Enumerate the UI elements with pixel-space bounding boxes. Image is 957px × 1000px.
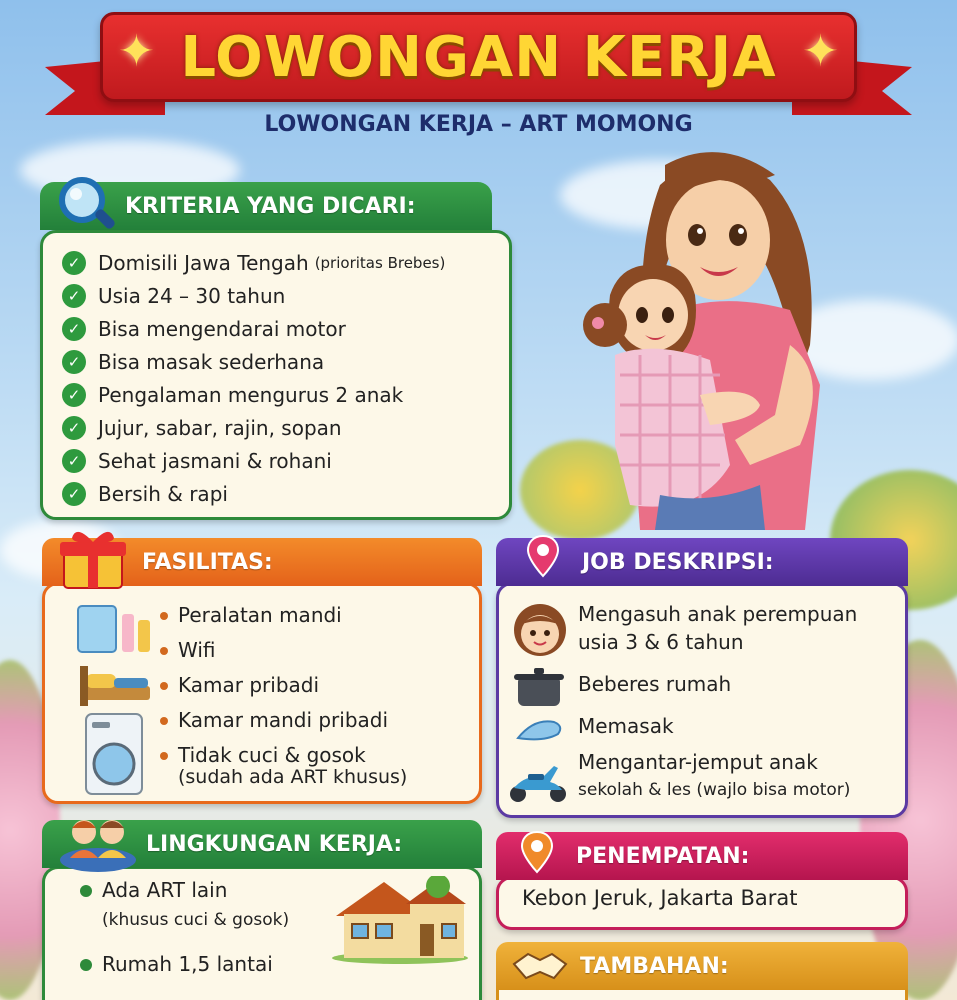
penempatan-title: PENEMPATAN: xyxy=(576,843,750,869)
list-item: ✓ Bersih & rapi xyxy=(62,477,445,510)
list-item: ✓ Bisa masak sederhana xyxy=(62,345,445,378)
location-pin-icon xyxy=(520,830,554,874)
location-pin-icon xyxy=(526,534,560,578)
list-item: ✓ Domisili Jawa Tengah (prioritas Brebes) xyxy=(62,246,445,279)
spatula-icon xyxy=(514,712,570,746)
washing-machine-icon xyxy=(84,712,144,796)
list-item: Kamar mandi pribadi xyxy=(160,703,388,738)
checkmark-icon: ✓ xyxy=(62,284,86,308)
kriteria-title: KRITERIA YANG DICARI: xyxy=(125,193,416,219)
job-item: Mengantar-jemput anak sekolah & les (wajlo bisa motor) xyxy=(578,750,851,800)
mother-child-illustration xyxy=(560,145,860,535)
sparkle-icon: ✦ xyxy=(118,26,155,77)
job-title: JOB DESKRIPSI: xyxy=(582,549,774,575)
sparkle-icon: ✦ xyxy=(802,26,839,77)
page-title: LOWONGAN KERJA xyxy=(180,24,777,90)
tambahan-body xyxy=(496,990,908,1000)
list-item: Wifi xyxy=(160,633,388,668)
list-item: ✓ Usia 24 – 30 tahun xyxy=(62,279,445,312)
fasilitas-title: FASILITAS: xyxy=(142,549,273,575)
penempatan-header xyxy=(496,832,908,880)
fasilitas-list xyxy=(160,598,388,773)
people-icon xyxy=(58,812,138,872)
checkmark-icon: ✓ xyxy=(62,317,86,341)
bed-icon xyxy=(78,664,152,708)
list-item: Peralatan mandi xyxy=(160,598,388,633)
toiletries-icon xyxy=(74,600,154,658)
checkmark-icon: ✓ xyxy=(62,350,86,374)
house-icon xyxy=(330,876,470,964)
job-item: Mengasuh anak perempuan usia 3 & 6 tahun xyxy=(578,602,858,654)
checkmark-icon: ✓ xyxy=(62,416,86,440)
checkmark-icon: ✓ xyxy=(62,482,86,506)
gift-icon xyxy=(58,528,128,590)
kriteria-list xyxy=(62,246,445,510)
checkmark-icon: ✓ xyxy=(62,383,86,407)
title-ribbon xyxy=(100,12,857,102)
list-item: ✓ Jujur, sabar, rajin, sopan xyxy=(62,411,445,444)
list-item: Kamar pribadi xyxy=(160,668,388,703)
lingkungan-item: Rumah 1,5 lantai xyxy=(80,952,273,976)
checkmark-icon: ✓ xyxy=(62,251,86,275)
magnifier-icon xyxy=(52,170,122,240)
list-item: ✓ Sehat jasmani & rohani xyxy=(62,444,445,477)
lingkungan-title: LINGKUNGAN KERJA: xyxy=(146,831,403,857)
list-item: ✓ Pengalaman mengurus 2 anak xyxy=(62,378,445,411)
lingkungan-note: (khusus cuci & gosok) xyxy=(102,910,290,930)
scooter-icon xyxy=(506,756,570,804)
fasilitas-note: (sudah ada ART khusus) xyxy=(178,766,408,788)
lingkungan-item: Ada ART lain xyxy=(80,878,227,902)
page-subtitle: LOWONGAN KERJA – ART MOMONG xyxy=(264,112,693,137)
job-item: Beberes rumah xyxy=(578,672,732,696)
checkmark-icon: ✓ xyxy=(62,449,86,473)
girl-face-icon xyxy=(512,602,568,658)
handshake-icon xyxy=(510,946,570,986)
penempatan-location: Kebon Jeruk, Jakarta Barat xyxy=(522,886,798,910)
job-item: Memasak xyxy=(578,714,674,738)
list-item: Tidak cuci & gosok xyxy=(160,738,388,773)
tambahan-title: TAMBAHAN: xyxy=(580,953,729,979)
list-item: ✓ Bisa mengendarai motor xyxy=(62,312,445,345)
pot-icon xyxy=(510,666,568,708)
